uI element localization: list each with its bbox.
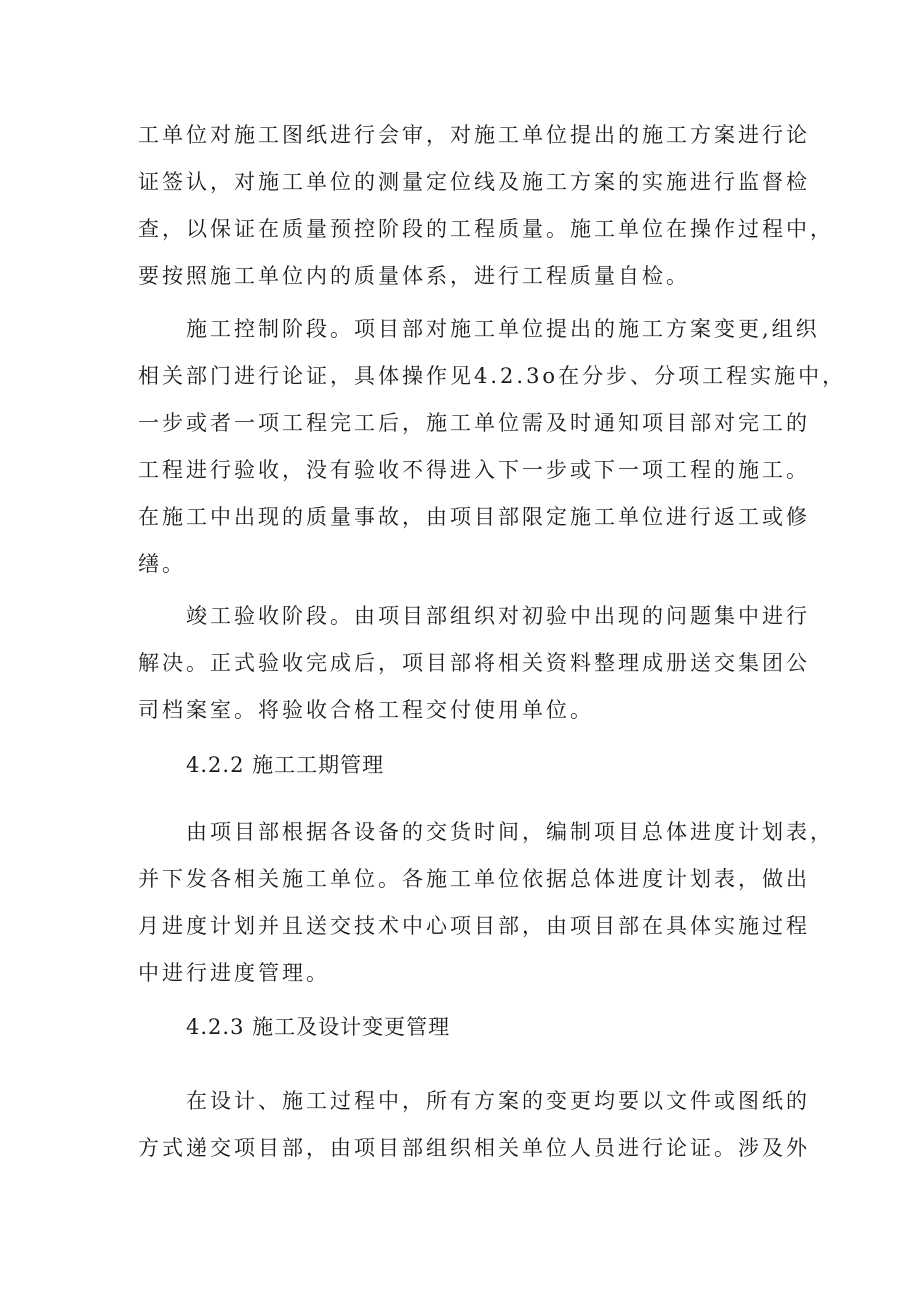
- paragraph-1-line-2: 证签认，对施工单位的测量定位线及施工方案的实施进行监督检: [138, 170, 810, 194]
- paragraph-2-line-2: 相关部门进行论证，具体操作见4.2.3o在分步、分项工程实施中，: [138, 364, 847, 388]
- paragraph-4-line-1: 由项目部根据各设备的交货时间，编制项目总体进度计划表，: [186, 820, 834, 844]
- paragraph-4-line-2: 并下发各相关施工单位。各施工单位依据总体进度计划表，做出: [138, 867, 810, 891]
- section-heading-4-2-3: 4.2.3 施工及设计变更管理: [186, 1015, 451, 1039]
- paragraph-3-line-3: 司档案室。将验收合格工程交付使用单位。: [138, 698, 594, 722]
- paragraph-5-line-1: 在设计、施工过程中，所有方案的变更均要以文件或图纸的: [186, 1089, 810, 1113]
- paragraph-3-line-1: 竣工验收阶段。由项目部组织对初验中出现的问题集中进行: [186, 604, 810, 628]
- paragraph-4-line-3: 月进度计划并且送交技术中心项目部，由项目部在具体实施过程: [138, 914, 810, 938]
- section-heading-4-2-2: 4.2.2 施工工期管理: [186, 753, 385, 777]
- paragraph-2-line-3: 一步或者一项工程完工后，施工单位需及时通知项目部对完工的: [138, 411, 810, 435]
- paragraph-2-line-5: 在施工中出现的质量事故，由项目部限定施工单位进行返工或修: [138, 505, 810, 529]
- paragraph-4-line-4: 中进行进度管理。: [138, 961, 330, 985]
- paragraph-3-line-2: 解决。正式验收完成后，项目部将相关资料整理成册送交集团公: [138, 651, 810, 675]
- paragraph-1-line-4: 要按照施工单位内的质量体系，进行工程质量自检。: [138, 264, 690, 288]
- paragraph-5-line-2: 方式递交项目部，由项目部组织相关单位人员进行论证。涉及外: [138, 1136, 810, 1160]
- paragraph-1-line-1: 工单位对施工图纸进行会审，对施工单位提出的施工方案进行论: [138, 123, 810, 147]
- paragraph-2-line-6: 缮。: [138, 552, 186, 576]
- paragraph-1-line-3: 查，以保证在质量预控阶段的工程质量。施工单位在操作过程中，: [138, 217, 834, 241]
- paragraph-2-line-4: 工程进行验收，没有验收不得进入下一步或下一项工程的施工。: [138, 458, 810, 482]
- paragraph-2-line-1: 施工控制阶段。项目部对施工单位提出的施工方案变更,组织: [186, 317, 820, 341]
